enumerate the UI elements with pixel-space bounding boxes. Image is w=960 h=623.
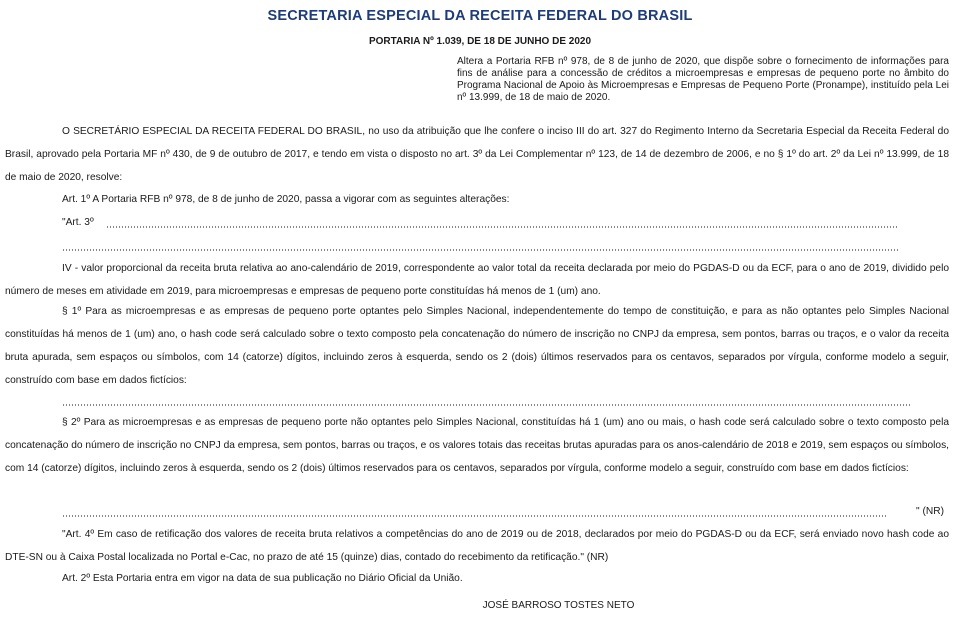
article-3-label: "Art. 3º: [62, 217, 94, 228]
ementa-summary: Altera a Portaria RFB nº 978, de 8 de junho de 2020, que dispõe sobre o fornecimento de informações para fins de análise para a concessão de créditos a microempresas e empresas de pequeno porte no âmbito do Programa Nacional de Apoio às Microempresas e Empresas de Pequeno Porte (Pronampe), instituído pela Lei nº 13.999, de 18 de maio de 2020.: [457, 56, 949, 103]
article-4-paragraph: "Art. 4º Em caso de retificação dos valores de receita bruta relativos a competências do ano de 2019 ou de 2018, declarados por meio do PGDAS-D ou da ECF, será enviado novo hash code ao DTE-SN ou à Caixa Postal localizada no Portal e-Cac, no prazo de até 15 (quinze) dias, contado do recebimento da retificação." (NR): [5, 529, 949, 563]
paragraph-2: § 2º Para as microempresas e as empresas de pequeno porte não optantes pelo Simples Nacional, constituídas há 1 (um) ano ou mais, o hash code será calculado sobre o texto composto pela concatenação do número de inscrição no CNPJ da empresa, sem pontos, barras ou traços, e os valores totais das receitas brutas apuradas para os anos-calendário de 2018 e 2019, sem espaços ou símbolos, com 14 (catorze) dígitos, incluindo zeros à esquerda, sendo os 2 (dois) últimos reservados para os centavos, separados por vírgula, conforme modelo a seguir, construído com base em dados fictícios:: [5, 417, 950, 474]
article-1-paragraph: Art. 1º A Portaria RFB nº 978, de 8 de junho de 2020, passa a vigorar com as seguintes alterações:: [62, 194, 510, 205]
dotted-leader: [62, 515, 888, 517]
organization-title: SECRETARIA ESPECIAL DA RECEITA FEDERAL DO BRASIL: [267, 8, 693, 24]
dotted-leader: [106, 226, 898, 228]
dotted-leader: [62, 404, 910, 406]
nr-omission-line: [62, 500, 944, 523]
portaria-title: PORTARIA Nº 1.039, DE 18 DE JUNHO DE 2020: [368, 36, 592, 47]
inciso-iv-paragraph: IV - valor proporcional da receita bruta relativa ao ano-calendário de 2019, correspondente ao valor total da receita declarada por meio do PGDAS-D ou da ECF, para o ano de 2019, dividido pelo número de meses em atividade em 2019, para microempresas e empresas de pequeno porte constituídas há menos de 1 (um) ano.: [5, 263, 949, 297]
article-3-omission-line: [62, 211, 898, 234]
omission-line: [62, 389, 910, 412]
signature-name: JOSÉ BARROSO TOSTES NETO: [482, 600, 635, 611]
omission-line: [62, 234, 898, 257]
paragraph-1: § 1º Para as microempresas e as empresas de pequeno porte optantes pelo Simples Nacional, independentemente do tempo de constituição, e para as não optantes pelo Simples Nacional constituídas há menos de 1 (um) ano, o hash code será calculado sobre o texto composto pela concatenação do número de inscrição no CNPJ da empresa, sem pontos, barras ou traços, e o valor da receita bruta apurada, sem espaços ou símbolos, com 14 (catorze) dígitos, incluindo zeros à esquerda, sendo os 2 (dois) últimos reservados para os centavos, separados por vírgula, conforme modelo a seguir, construído com base em dados fictícios:: [5, 306, 949, 386]
nr-label: " (NR): [916, 506, 944, 517]
preamble-paragraph: O SECRETÁRIO ESPECIAL DA RECEITA FEDERAL DO BRASIL, no uso da atribuição que lhe confere o inciso III do art. 327 do Regimento Interno da Secretaria Especial da Receita Federal do Brasil, aprovado pela Portaria MF nº 430, de 9 de outubro de 2017, e tendo em vista o disposto no art. 3º da Lei Complementar nº 123, de 14 de dezembro de 2006, e no § 1º do art. 2º da Lei nº 13.999, de 18 de maio de 2020, resolve:: [5, 126, 949, 183]
article-2-paragraph: Art. 2º Esta Portaria entra em vigor na data de sua publicação no Diário Oficial da União.: [62, 573, 463, 584]
dotted-leader: [62, 249, 898, 251]
